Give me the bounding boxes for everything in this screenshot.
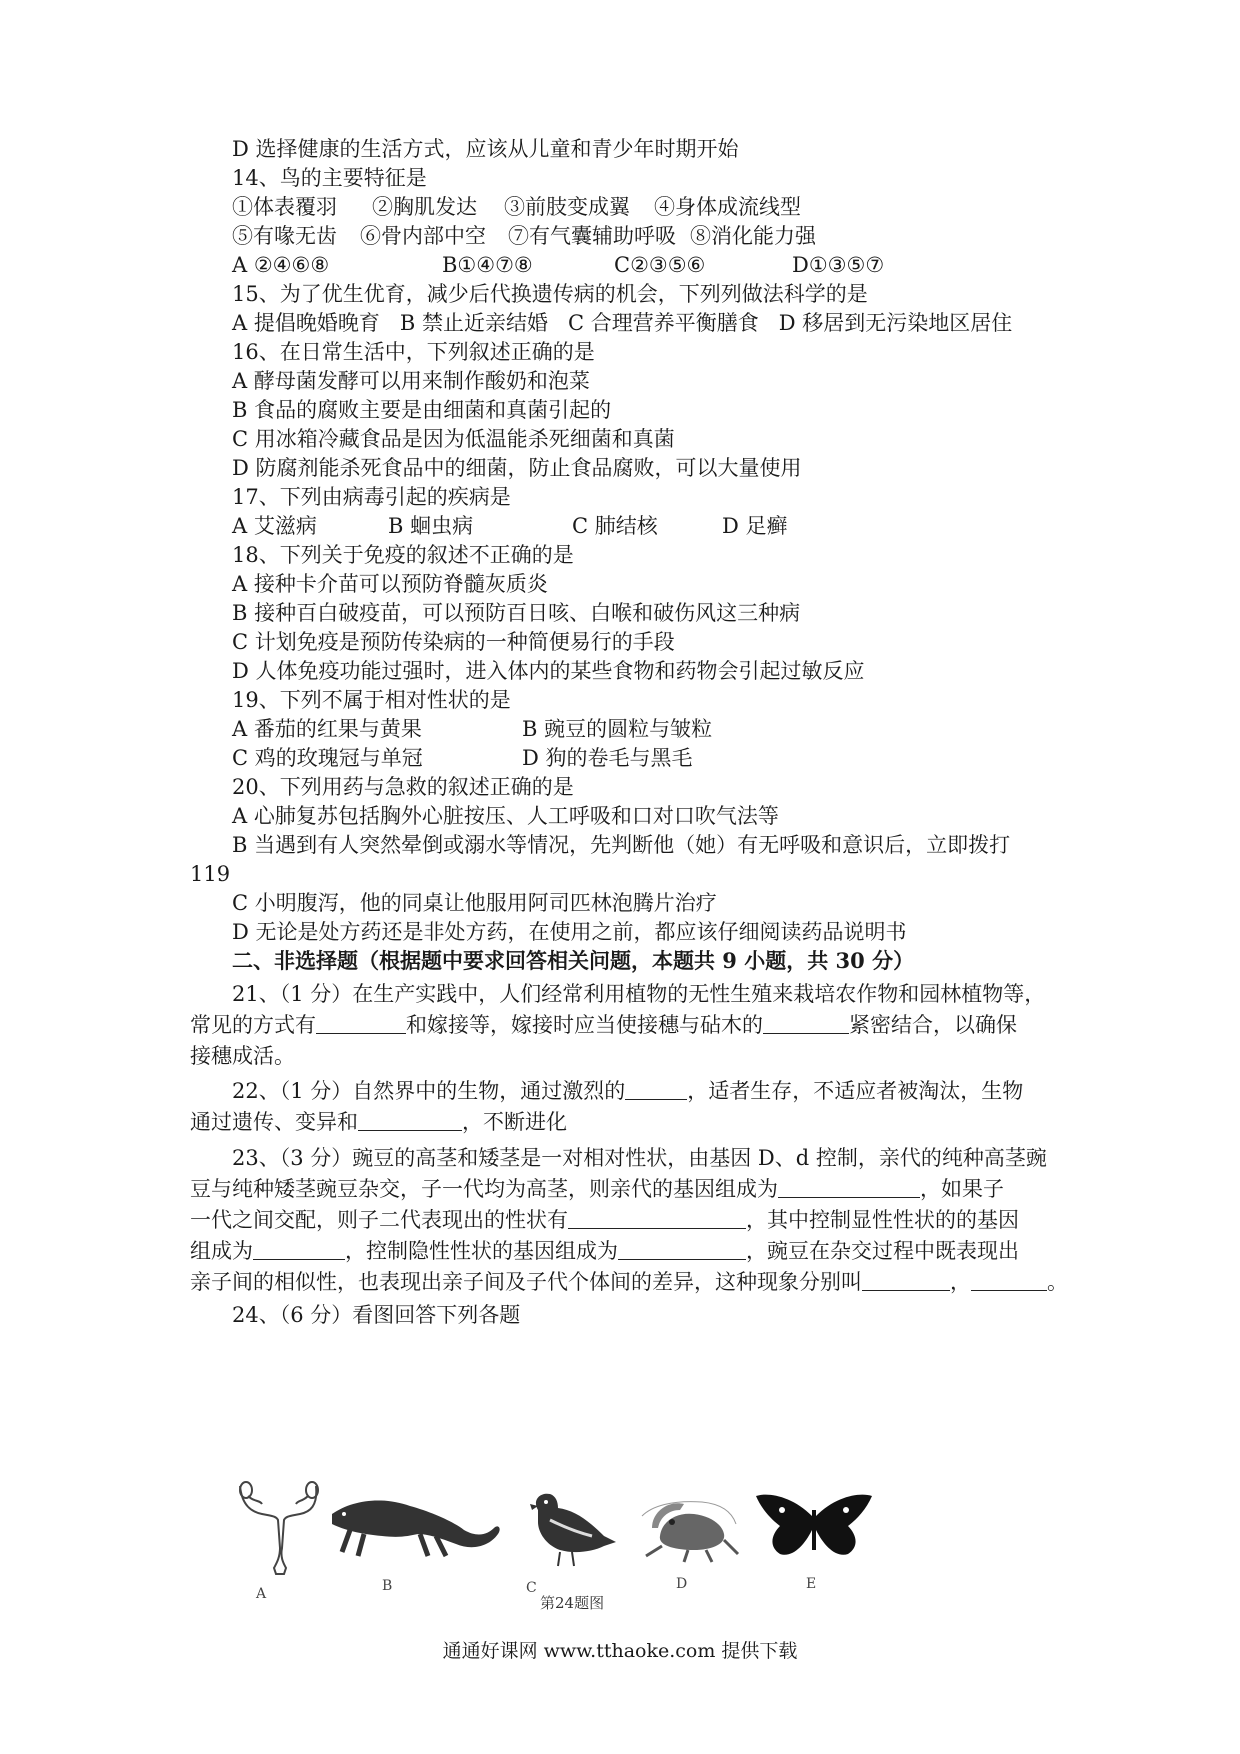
question-16: 16、在日常生活中，下列叙述正确的是	[232, 340, 595, 364]
pigeon-icon	[530, 1494, 616, 1566]
q16-option-a: A 酵母菌发酵可以用来制作酸奶和泡菜	[232, 369, 590, 393]
page-footer: 通通好课网 www.tthaoke.com 提供下载	[442, 1640, 798, 1662]
answer-blank[interactable]	[625, 1079, 687, 1100]
q23-text: ，如果子	[920, 1177, 1004, 1201]
q19-option: C 鸡的玫瑰冠与单冠	[232, 746, 423, 770]
q18-option-a: A 接种卡介苗可以预防脊髓灰质炎	[232, 572, 548, 596]
answer-blank[interactable]	[971, 1270, 1047, 1291]
answer-blank[interactable]	[253, 1239, 345, 1260]
q20-option-a: A 心肺复苏包括胸外心脏按压、人工呼吸和口对口吹气法等	[232, 804, 779, 828]
q14-option: A ②④⑥⑧	[232, 253, 330, 277]
q19-options-ab	[232, 714, 712, 744]
figure-label-b: B	[382, 1578, 393, 1594]
q24-figure	[232, 1476, 992, 1616]
q19-options-cd	[232, 743, 693, 773]
q14-items-row2	[232, 221, 816, 251]
frog-icon	[642, 1502, 738, 1562]
q17-option: B 蛔虫病	[388, 514, 474, 538]
q19-option: B 豌豆的圆粒与皱粒	[522, 717, 713, 741]
question-22-line1	[232, 1076, 1023, 1106]
q24-figure-drawings	[232, 1476, 992, 1616]
butterfly-icon	[756, 1495, 872, 1555]
figure-label-e: E	[806, 1576, 817, 1592]
q23-text: ，	[950, 1270, 971, 1294]
q21-text: 常见的方式有	[190, 1013, 316, 1037]
question-21-line1: 21、（1 分）在生产实践中，人们经常利用植物的无性生殖来栽培农作物和园林植物等，	[232, 982, 1046, 1006]
figure-caption: 第24题图	[540, 1594, 605, 1612]
q23-text: ，其中控制显性性状的的基因	[746, 1208, 1019, 1232]
q18-option-c: C 计划免疫是预防传染病的一种简便易行的手段	[232, 630, 675, 654]
question-14: 14、鸟的主要特征是	[232, 166, 427, 190]
q21-text: 和嫁接等，嫁接时应当使接穗与砧木的	[406, 1013, 763, 1037]
q14-item: ⑦有气囊辅助呼吸	[508, 224, 676, 248]
q14-option: B①④⑦⑧	[442, 253, 533, 277]
q14-item: ④身体成流线型	[654, 195, 801, 219]
q23-text: 豆与纯种矮茎豌豆杂交，子一代均为高茎，则亲代的基因组成为	[190, 1177, 778, 1201]
question-23-line1: 23、（3 分）豌豆的高茎和矮茎是一对相对性状，由基因 D、d 控制，亲代的纯种高茎豌	[232, 1146, 1047, 1170]
question-20: 20、下列用药与急救的叙述正确的是	[232, 775, 574, 799]
answer-blank[interactable]	[618, 1239, 746, 1260]
q14-item: ③前肢变成翼	[504, 195, 630, 219]
q17-option: D 足癣	[722, 514, 788, 538]
q22-text: ，不断进化	[462, 1110, 567, 1134]
answer-blank[interactable]	[358, 1110, 462, 1131]
question-23-line4	[190, 1236, 1019, 1266]
q23-text: 组成为	[190, 1239, 253, 1263]
question-18: 18、下列关于免疫的叙述不正确的是	[232, 543, 574, 567]
section-2-heading: 二、非选择题（根据题中要求回答相关问题，本题共 9 小题，共 30 分）	[232, 948, 915, 973]
q14-item: ②胸肌发达	[372, 195, 477, 219]
question-21-line3: 接穗成活。	[190, 1044, 295, 1068]
q23-text: ，豌豆在杂交过程中既表现出	[746, 1239, 1019, 1263]
question-17: 17、下列由病毒引起的疾病是	[232, 485, 511, 509]
lizard-icon	[332, 1500, 500, 1556]
q22-text: 通过遗传、变异和	[190, 1110, 358, 1134]
answer-blank[interactable]	[568, 1208, 746, 1229]
question-21-line2	[190, 1010, 1017, 1040]
q19-option: A 番茄的红果与黄果	[232, 717, 422, 741]
q14-option: D①③⑤⑦	[792, 253, 885, 277]
q17-option: C 肺结核	[572, 514, 658, 538]
q23-text: 。	[1047, 1270, 1068, 1294]
question-15: 15、为了优生优育，减少后代换遗传病的机会，下列列做法科学的是	[232, 282, 868, 306]
q14-option: C②③⑤⑥	[614, 253, 706, 277]
question-23-line5	[190, 1267, 1068, 1297]
q22-text: 22、（1 分）自然界中的生物，通过激烈的	[232, 1079, 626, 1103]
q18-option-b: B 接种百白破疫苗，可以预防百日咳、白喉和破伤风这三种病	[232, 601, 801, 625]
q16-option-d: D 防腐剂能杀死食品中的细菌，防止食品腐败，可以大量使用	[232, 456, 802, 480]
q20-option-d: D 无论是处方药还是非处方药，在使用之前，都应该仔细阅读药品说明书	[232, 920, 907, 944]
q13-option-d: D 选择健康的生活方式，应该从儿童和青少年时期开始	[232, 137, 739, 161]
q14-item: ⑥骨内部中空	[360, 224, 486, 248]
question-24: 24、（6 分）看图回答下列各题	[232, 1303, 521, 1327]
q21-text: 紧密结合，以确保	[849, 1013, 1017, 1037]
answer-blank[interactable]	[316, 1013, 406, 1034]
question-23-line2	[190, 1174, 1004, 1204]
question-23-line3	[190, 1205, 1019, 1235]
question-22-line2	[190, 1107, 567, 1137]
answer-blank[interactable]	[763, 1013, 849, 1034]
q14-item: ⑧消化能力强	[690, 224, 816, 248]
figure-label-a: A	[256, 1586, 267, 1602]
q16-option-c: C 用冰箱冷藏食品是因为低温能杀死细菌和真菌	[232, 427, 675, 451]
question-19: 19、下列不属于相对性状的是	[232, 688, 511, 712]
q14-items-row1	[232, 192, 801, 222]
q20-option-b-continued: 119	[190, 862, 231, 886]
answer-blank[interactable]	[862, 1270, 950, 1291]
answer-blank[interactable]	[778, 1177, 920, 1198]
figure-label-d: D	[676, 1576, 688, 1592]
q19-option: D 狗的卷毛与黑毛	[522, 746, 693, 770]
q16-option-b: B 食品的腐败主要是由细菌和真菌引起的	[232, 398, 612, 422]
q22-text: ，适者生存，不适应者被淘汰，生物	[687, 1079, 1024, 1103]
q20-option-b: B 当遇到有人突然晕倒或溺水等情况，先判断他（她）有无呼吸和意识后，立即拨打	[232, 833, 1011, 857]
q23-text: ，控制隐性性状的基因组成为	[345, 1239, 618, 1263]
q20-option-c: C 小明腹泻，他的同桌让他服用阿司匹林泡腾片治疗	[232, 891, 717, 915]
q14-options	[232, 250, 884, 280]
figure-label-c: C	[526, 1580, 537, 1596]
q14-item: ⑤有喙无齿	[232, 224, 337, 248]
q14-item: ①体表覆羽	[232, 195, 337, 219]
q23-text: 一代之间交配，则子二代表现出的性状有	[190, 1208, 568, 1232]
q17-options	[232, 511, 788, 541]
q15-options: A 提倡晚婚晚育 B 禁止近亲结婚 C 合理营养平衡膳食 D 移居到无污染地区居住	[232, 311, 1013, 335]
q17-option: A 艾滋病	[232, 514, 317, 538]
q23-text: 亲子间的相似性，也表现出亲子间及子代个体间的差异，这种现象分别叫	[190, 1270, 862, 1294]
q18-option-d: D 人体免疫功能过强时，进入体内的某些食物和药物会引起过敏反应	[232, 659, 865, 683]
reproductive-organ-icon	[240, 1482, 318, 1574]
